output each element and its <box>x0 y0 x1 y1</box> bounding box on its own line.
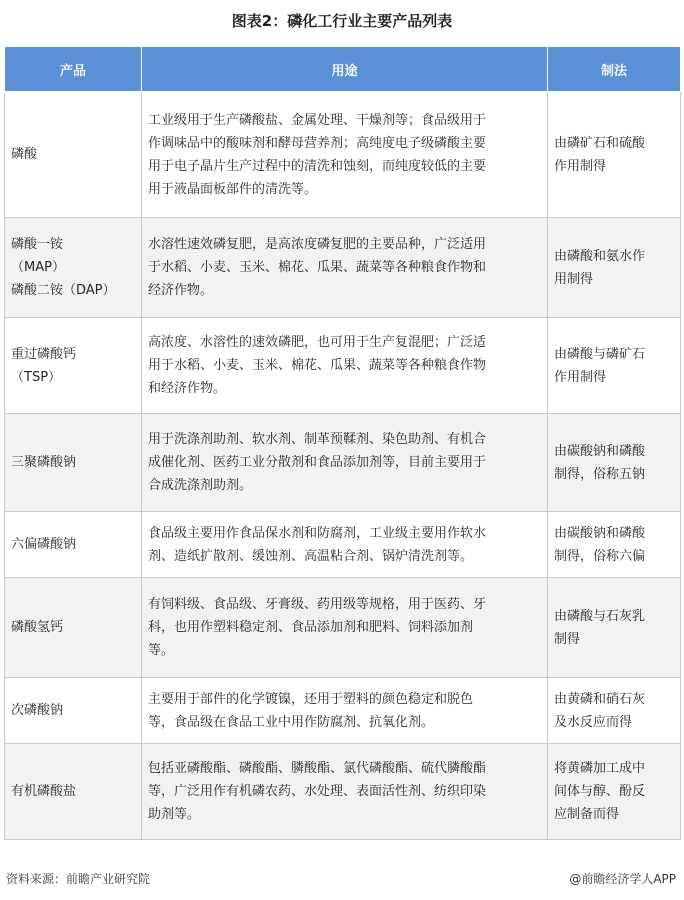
usage-cell-line: 和经济作物。 <box>148 381 227 396</box>
method-cell-line: 由磷矿石和硫酸 <box>554 135 646 151</box>
usage-cell <box>142 92 548 218</box>
usage-cell <box>142 414 548 512</box>
table-row <box>5 744 681 840</box>
product-cell-line: 次磷酸钠 <box>11 703 64 718</box>
method-cell <box>548 218 681 318</box>
source-note: 资料来源：前瞻产业研究院 <box>6 872 151 886</box>
usage-cell <box>142 578 548 678</box>
usage-cell-line: 水溶性速效磷复肥，是高浓度磷复肥的主要品种，广泛适用 <box>148 237 487 252</box>
usage-cell-line: 食品级主要用作食品保水剂和防腐剂，工业级主要用作软水 <box>148 525 487 541</box>
table-row <box>5 318 681 414</box>
usage-cell-line: 有饲料级、食品级、牙膏级、药用级等规格，用于医药、牙 <box>148 597 487 612</box>
usage-cell-line: 等，食品级在食品工业中用作防腐剂、抗氧化剂。 <box>148 714 435 730</box>
product-cell-line: 磷酸一铵 <box>11 237 64 252</box>
product-cell <box>5 678 142 744</box>
product-cell <box>5 578 142 678</box>
chart-title: 图表2：磷化工行业主要产品列表 <box>231 12 453 30</box>
method-cell-line: 将黄磷加工成中 <box>554 761 646 776</box>
product-cell-line: （TSP） <box>11 369 62 385</box>
brand-credit-text: @前瞻经济学人APP <box>569 872 676 886</box>
usage-cell-line: 用于洗涤剂助剂、软水剂、制革预鞣剂、染色助剂、有机合 <box>148 432 487 447</box>
usage-cell-line: 用于水稻、小麦、玉米、棉花、瓜果、蔬菜等各种粮食作物 <box>148 358 487 373</box>
usage-cell-line: 工业级用于生产磷酸盐、金属处理、干燥剂等；食品级用于 <box>148 112 487 128</box>
usage-cell-line: 科，也用作塑料稳定剂、食品添加剂和肥料、饲料添加剂 <box>148 620 474 635</box>
product-cell-line: 六偏磷酸钠 <box>11 537 77 552</box>
usage-cell-line: 用于电子晶片生产过程中的清洗和蚀刻，而纯度较低的主要 <box>148 158 487 174</box>
method-cell-line: 制得 <box>554 631 581 647</box>
table-row <box>5 218 681 318</box>
product-cell-line: 磷酸氢钙 <box>11 620 64 635</box>
method-cell-line: 由磷酸与石灰乳 <box>554 608 646 624</box>
method-cell <box>548 744 681 840</box>
method-cell-line: 制得，俗称五钠 <box>554 466 646 482</box>
usage-cell-line: 助剂等。 <box>148 807 201 822</box>
product-cell <box>5 92 142 218</box>
product-table <box>4 46 681 840</box>
method-cell-line: 用制得 <box>554 271 594 287</box>
usage-cell <box>142 512 548 578</box>
product-cell-line: 有机磷酸盐 <box>11 784 77 799</box>
method-cell-line: 由黄磷和硝石灰 <box>554 691 646 707</box>
header-product: 产品 <box>5 47 142 92</box>
usage-cell-line: 包括亚磷酸酯、磷酸酯、膦酸酯、氯代磷酸酯、硫代膦酸酯 <box>148 761 487 776</box>
usage-cell <box>142 218 548 318</box>
table-row <box>5 678 681 744</box>
method-cell-line: 由碳酸钠和磷酸 <box>554 525 646 541</box>
method-cell-line: 由碳酸钠和磷酸 <box>554 443 646 459</box>
product-cell <box>5 414 142 512</box>
product-cell-line: 重过磷酸钙 <box>11 346 77 362</box>
method-cell-line: 间体与醇、酚反 <box>554 784 646 799</box>
method-cell <box>548 578 681 678</box>
usage-cell-line: 于水稻、小麦、玉米、棉花、瓜果、蔬菜等各种粮食作物和 <box>148 260 487 275</box>
method-cell-line: 作用制得 <box>554 369 607 385</box>
method-cell <box>548 92 681 218</box>
method-cell <box>548 678 681 744</box>
usage-cell-line: 高浓度、水溶性的速效磷肥，也可用于生产复混肥；广泛适 <box>148 335 487 350</box>
product-cell <box>5 744 142 840</box>
table-body <box>5 92 681 840</box>
usage-cell-line: 作调味品中的酸味剂和酵母营养剂；高纯度电子级磷酸主要 <box>148 135 487 151</box>
method-cell-line: 应制备而得 <box>554 807 620 822</box>
usage-cell-line: 剂、造纸扩散剂、缓蚀剂、高温粘合剂、锅炉清洗剂等。 <box>148 548 474 564</box>
usage-cell <box>142 678 548 744</box>
product-cell-line: 磷酸二铵（DAP） <box>11 283 116 298</box>
usage-cell-line: 成催化剂、医药工业分散剂和食品添加剂等，目前主要用于 <box>148 455 487 470</box>
product-cell-line: 三聚磷酸钠 <box>11 455 77 470</box>
product-cell-line: 磷酸 <box>11 147 38 162</box>
usage-cell-line: 等，广泛用作有机磷农药、水处理、表面活性剂、纺织印染 <box>148 784 487 799</box>
product-cell <box>5 318 142 414</box>
usage-cell-line: 等。 <box>148 643 175 658</box>
header-usage: 用途 <box>142 47 548 92</box>
method-cell <box>548 512 681 578</box>
table-row <box>5 92 681 218</box>
usage-cell <box>142 744 548 840</box>
method-cell-line: 由磷酸与磷矿石 <box>554 346 646 362</box>
brand-credit <box>569 870 676 887</box>
table-row <box>5 414 681 512</box>
usage-cell-line: 合成洗涤剂助剂。 <box>148 478 253 493</box>
method-cell-line: 作用制得 <box>554 158 607 174</box>
usage-cell <box>142 318 548 414</box>
product-cell <box>5 218 142 318</box>
method-cell <box>548 318 681 414</box>
table-row <box>5 512 681 578</box>
method-cell-line: 制得，俗称六偏 <box>554 548 646 564</box>
usage-cell-line: 经济作物。 <box>148 283 214 298</box>
usage-cell-line: 用于液晶面板部件的清洗等。 <box>148 181 318 197</box>
method-cell-line: 由磷酸和氨水作 <box>554 248 646 264</box>
usage-cell-line: 主要用于部件的化学镀镍，还用于塑料的颜色稳定和脱色 <box>148 691 474 707</box>
header-method: 制法 <box>548 47 681 92</box>
product-cell <box>5 512 142 578</box>
table-header-row <box>5 47 681 92</box>
product-cell-line: （MAP） <box>11 260 65 275</box>
table-row <box>5 578 681 678</box>
method-cell <box>548 414 681 512</box>
method-cell-line: 及水反应而得 <box>554 714 633 730</box>
